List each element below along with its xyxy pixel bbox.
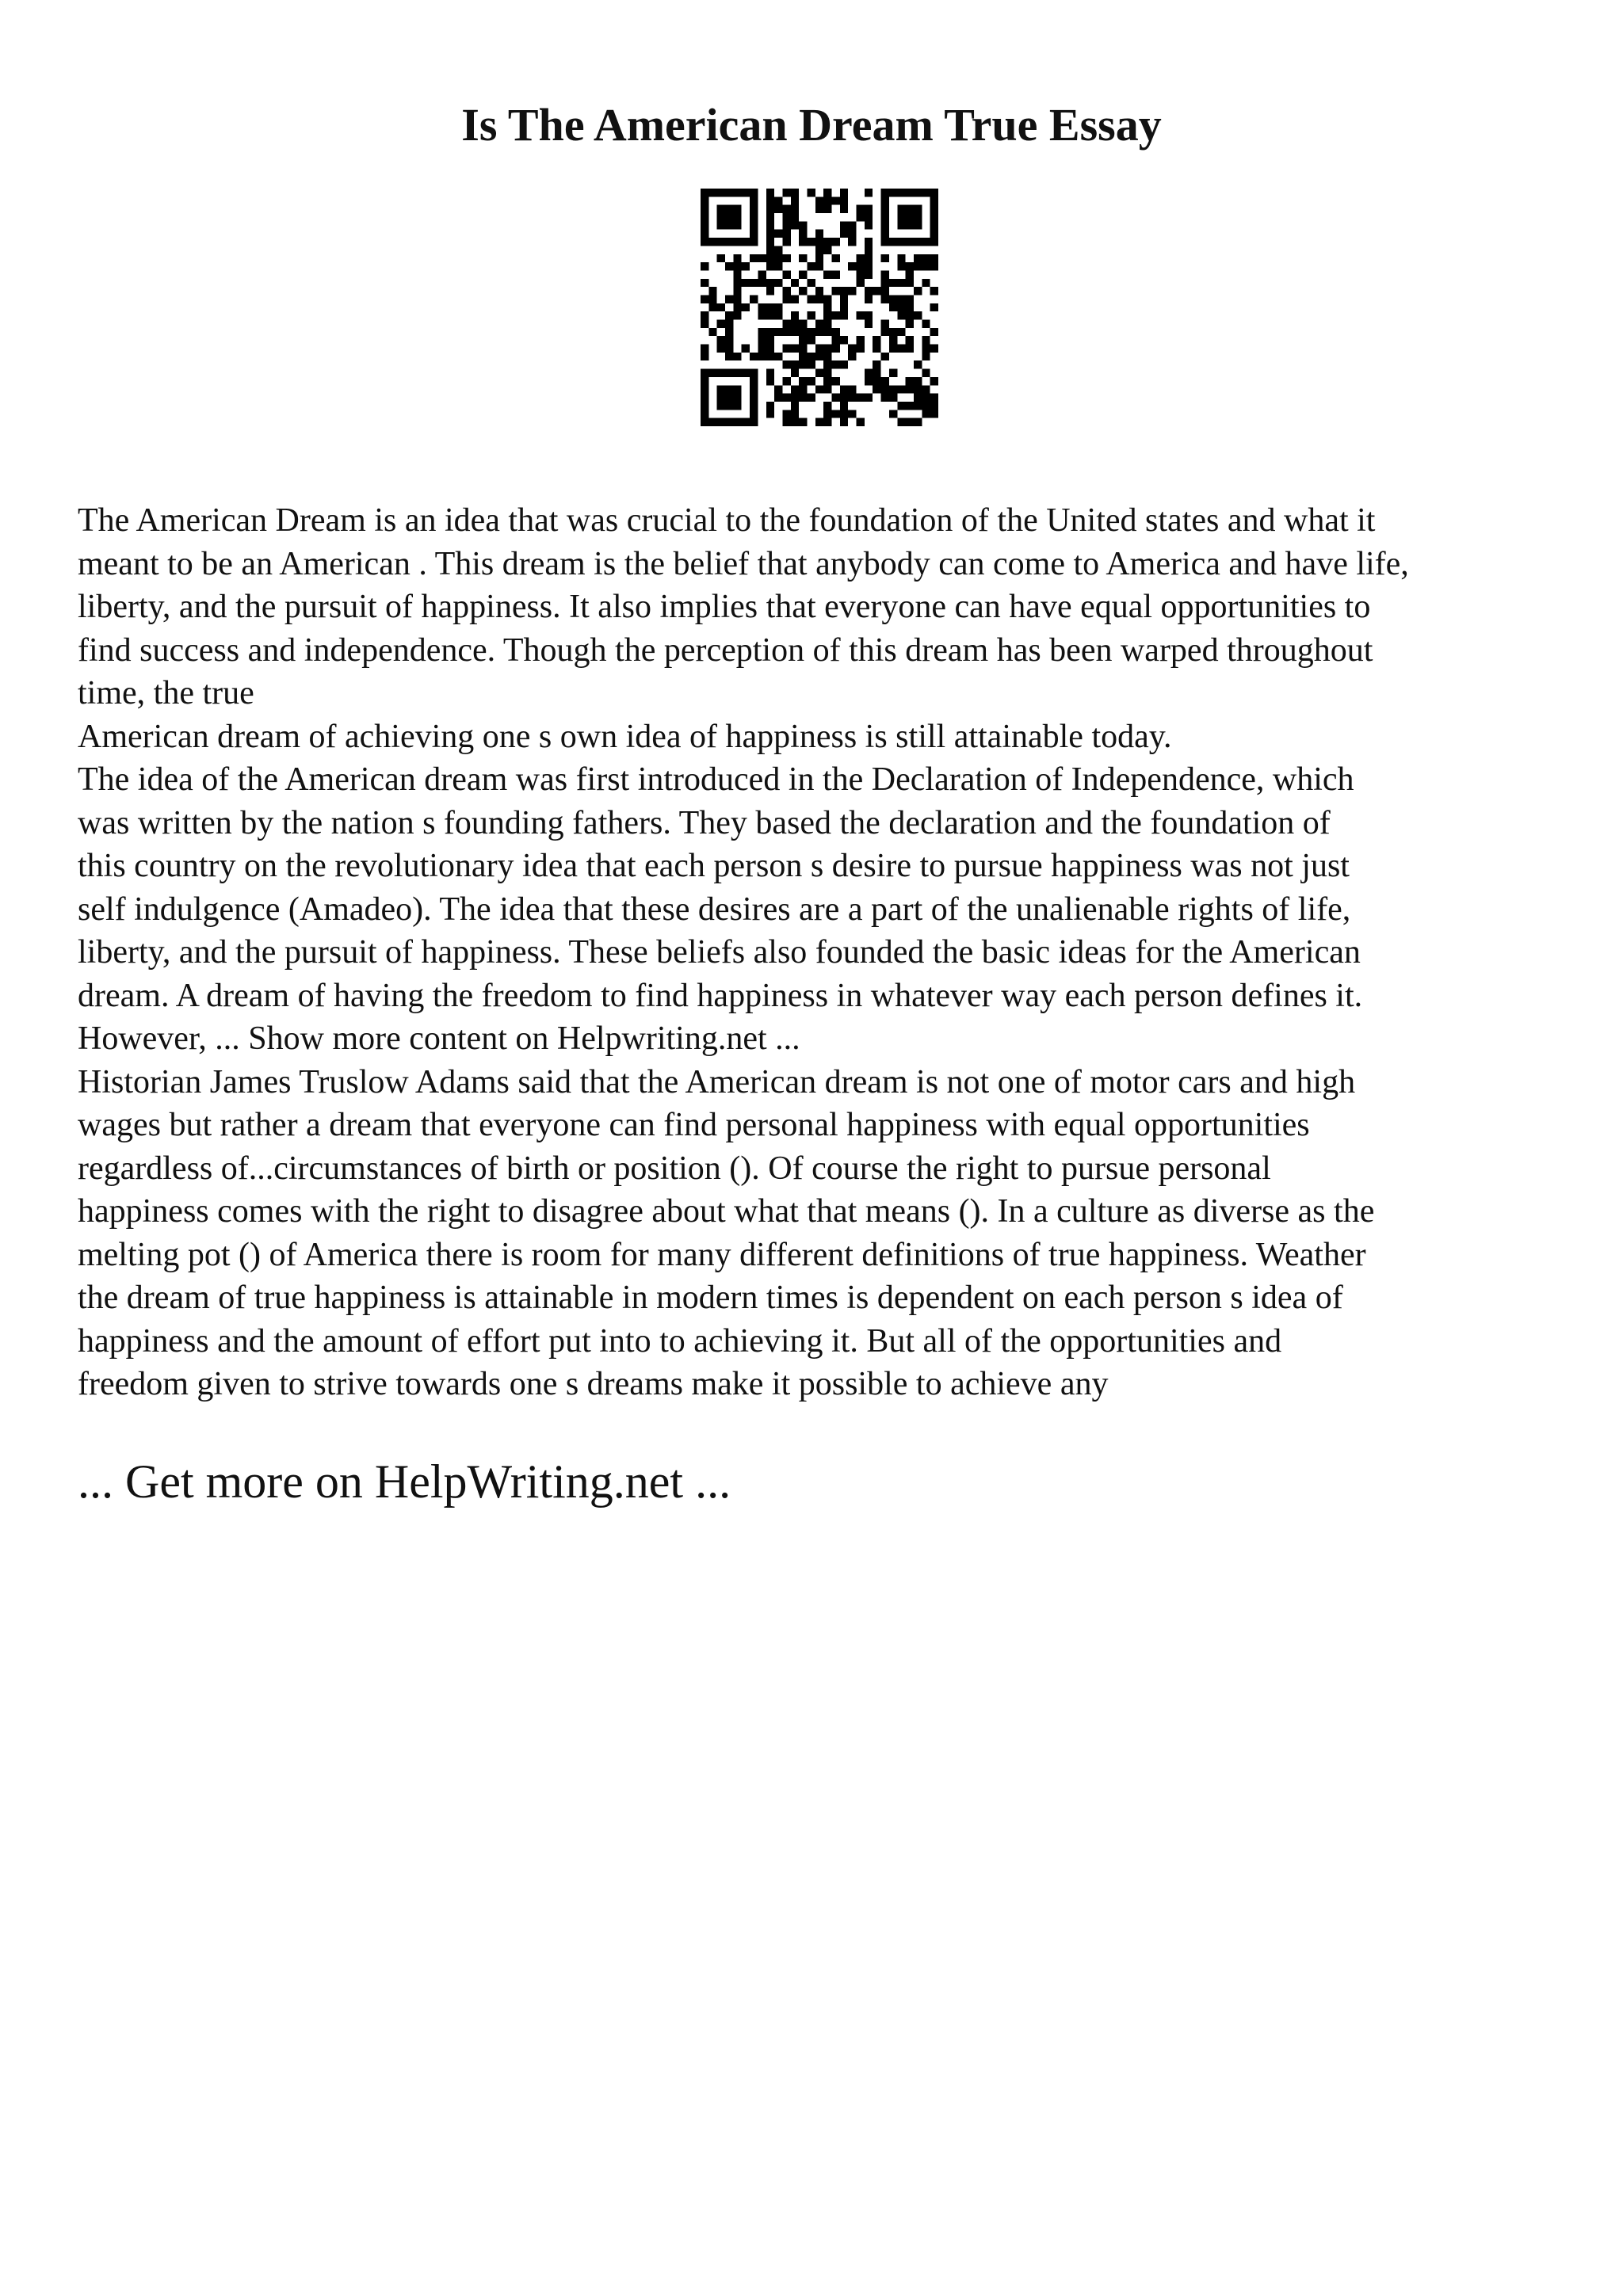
essay-line: meant to be an American . This dream is the belief that anybody can come to America and have life, <box>78 545 1409 582</box>
essay-line: time, the true <box>78 675 254 711</box>
essay-line: liberty, and the pursuit of happiness. These beliefs also founded the basic ideas for the American <box>78 934 1361 971</box>
essay-line: happiness and the amount of effort put into to achieving it. But all of the opportunities and <box>78 1322 1282 1360</box>
essay-line: the dream of true happiness is attainable in modern times is dependent on each person s idea of <box>78 1280 1343 1316</box>
qr-code-icon <box>701 189 938 426</box>
essay-line: was written by the nation s founding fathers. They based the declaration and the foundation of <box>78 804 1331 841</box>
essay-line: The idea of the American dream was first introduced in the Declaration of Independence, which <box>78 761 1354 798</box>
essay-line: liberty, and the pursuit of happiness. It also implies that everyone can have equal opportunities to <box>78 589 1371 625</box>
essay-line: American dream of achieving one s own idea of happiness is still attainable today. <box>78 718 1172 755</box>
essay-line: freedom given to strive towards one s dreams make it possible to achieve any <box>78 1366 1109 1402</box>
essay-line: wages but rather a dream that everyone can find personal happiness with equal opportunities <box>78 1107 1310 1143</box>
essay-line: dream. A dream of having the freedom to find happiness in whatever way each person defines it. <box>78 977 1363 1014</box>
essay-line: this country on the revolutionary idea that each person s desire to pursue happiness was not just <box>78 848 1350 884</box>
essay-line: happiness comes with the right to disagree about what that means (). In a culture as diverse as the <box>78 1193 1375 1230</box>
get-more-link[interactable]: ... Get more on HelpWriting.net ... <box>78 1455 731 1508</box>
essay-body <box>78 499 1568 1406</box>
document-title: Is The American Dream True Essay <box>461 99 1162 151</box>
essay-line: find success and independence. Though the perception of this dream has been warped throughout <box>78 631 1373 669</box>
essay-line: self indulgence (Amadeo). The idea that these desires are a part of the unalienable rights of life, <box>78 891 1351 928</box>
essay-line: melting pot () of America there is room for many different definitions of true happiness. Weather <box>78 1236 1366 1273</box>
essay-line: regardless of...circumstances of birth or position (). Of course the right to pursue personal <box>78 1150 1271 1187</box>
essay-line: The American Dream is an idea that was crucial to the foundation of the United states and what it <box>78 502 1376 539</box>
essay-line: Historian James Truslow Adams said that the American dream is not one of motor cars and high <box>78 1063 1356 1100</box>
show-more-line: However, ... Show more content on Helpwriting.net ... <box>78 1020 800 1057</box>
